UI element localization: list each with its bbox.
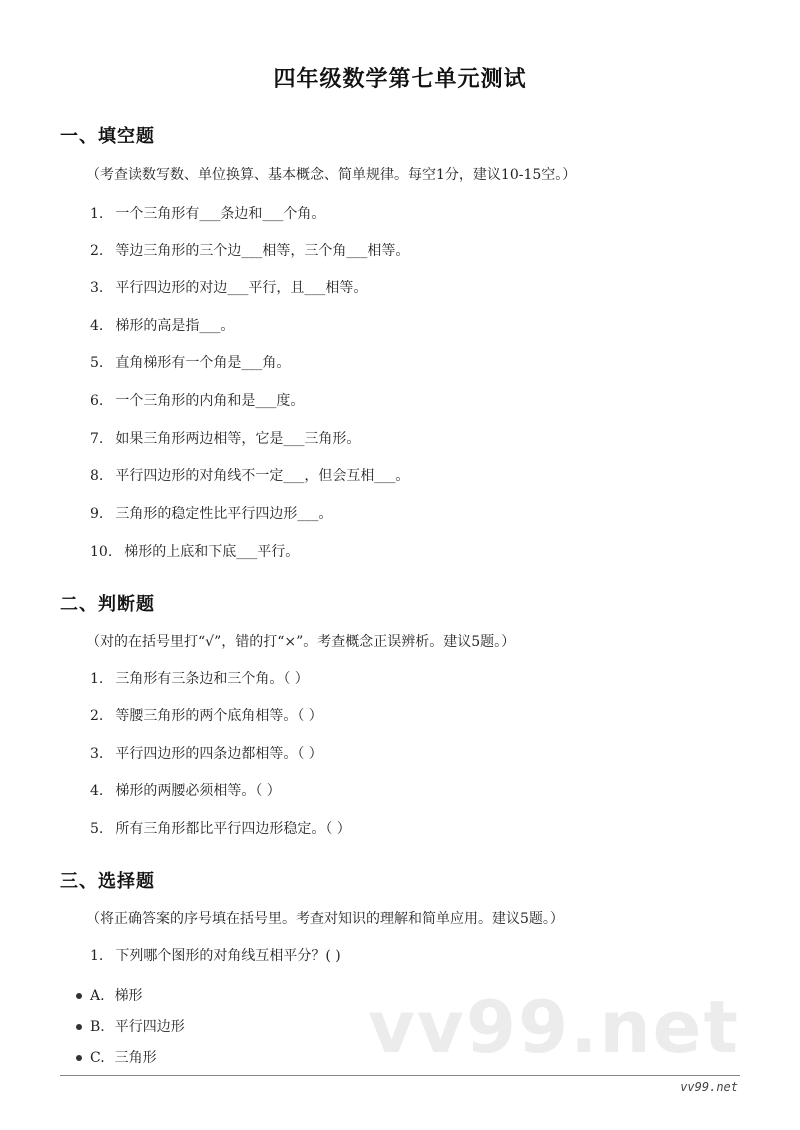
section-heading-fill-in: 一、填空题: [60, 126, 155, 147]
footer-divider: [60, 1075, 740, 1076]
question-item: [90, 945, 341, 965]
question-text: 平行四边形的对角线不一定___，但会互相___。: [115, 468, 410, 484]
section-note-fill-in: （考查读数写数、单位换算、基本概念、简单规律。每空1分，建议10-15空。）: [86, 167, 577, 183]
question-number: 4.: [90, 783, 104, 799]
question-number: 2.: [90, 708, 104, 724]
section-note-multiple-choice: （将正确答案的序号填在括号里。考查对知识的理解和简单应用。建议5题。）: [86, 911, 564, 927]
question-text: 梯形的上底和下底___平行。: [124, 544, 300, 560]
question-item: [90, 705, 323, 725]
choice-option-a: [76, 985, 143, 1005]
question-number: 1.: [90, 948, 104, 964]
question-item: [90, 390, 304, 410]
question-text: 一个三角形有___条边和___个角。: [115, 206, 326, 222]
question-number: 3.: [90, 746, 104, 762]
section-heading-true-false: 二、判断题: [60, 594, 155, 615]
page-title: 四年级数学第七单元测试: [273, 67, 527, 92]
question-item: [90, 743, 323, 763]
option-letter: C.: [90, 1050, 105, 1066]
question-number: 7.: [90, 431, 104, 447]
question-item: [90, 240, 409, 260]
question-item: [90, 668, 309, 688]
question-number: 6.: [90, 393, 104, 409]
question-number: 8.: [90, 468, 104, 484]
question-text: 平行四边形的四条边都相等。（ ）: [115, 746, 323, 762]
option-letter: A.: [90, 988, 105, 1004]
option-text: 梯形: [114, 988, 143, 1004]
question-item: [90, 428, 360, 448]
option-text: 三角形: [114, 1050, 157, 1066]
question-text: 所有三角形都比平行四边形稳定。（ ）: [115, 821, 351, 837]
choice-option-b: [76, 1016, 185, 1036]
question-item: [90, 315, 234, 335]
option-text: 平行四边形: [114, 1019, 185, 1035]
option-letter: B.: [90, 1019, 105, 1035]
question-number: 1.: [90, 206, 104, 222]
question-text: 三角形的稳定性比平行四边形___。: [115, 506, 333, 522]
question-item: [90, 277, 367, 297]
question-item: [90, 818, 351, 838]
footer-site-label: vv99.net: [680, 1080, 738, 1094]
bullet-icon: [76, 993, 82, 999]
question-text: 梯形的高是指___。: [115, 318, 235, 334]
question-text: 如果三角形两边相等，它是___三角形。: [115, 431, 361, 447]
bullet-icon: [76, 1024, 82, 1030]
question-text: 等边三角形的三个边___相等，三个角___相等。: [115, 243, 410, 259]
question-text: 平行四边形的对边___平行，且___相等。: [115, 280, 368, 296]
question-number: 5.: [90, 821, 104, 837]
question-number: 2.: [90, 243, 104, 259]
question-item: [90, 541, 299, 561]
question-number: 9.: [90, 506, 104, 522]
choice-option-c: [76, 1047, 157, 1067]
question-text: 下列哪个图形的对角线互相平分？( ): [115, 948, 341, 964]
question-item: [90, 503, 332, 523]
question-number: 5.: [90, 355, 104, 371]
question-text: 一个三角形的内角和是___度。: [115, 393, 305, 409]
question-number: 10.: [90, 544, 113, 560]
bullet-icon: [76, 1055, 82, 1061]
question-item: [90, 203, 325, 223]
question-text: 直角梯形有一个角是___角。: [115, 355, 291, 371]
question-number: 1.: [90, 671, 104, 687]
question-text: 等腰三角形的两个底角相等。（ ）: [115, 708, 323, 724]
question-number: 3.: [90, 280, 104, 296]
question-item: [90, 465, 409, 485]
watermark: vv99.net: [368, 985, 740, 1069]
question-text: 三角形有三条边和三个角。（ ）: [115, 671, 309, 687]
question-number: 4.: [90, 318, 104, 334]
section-heading-multiple-choice: 三、选择题: [60, 871, 155, 892]
section-note-true-false: （对的在括号里打“√”，错的打“×”。考查概念正误辨析。建议5题。）: [86, 634, 516, 650]
question-item: [90, 352, 290, 372]
question-item: [90, 780, 281, 800]
question-text: 梯形的两腰必须相等。（ ）: [115, 783, 281, 799]
